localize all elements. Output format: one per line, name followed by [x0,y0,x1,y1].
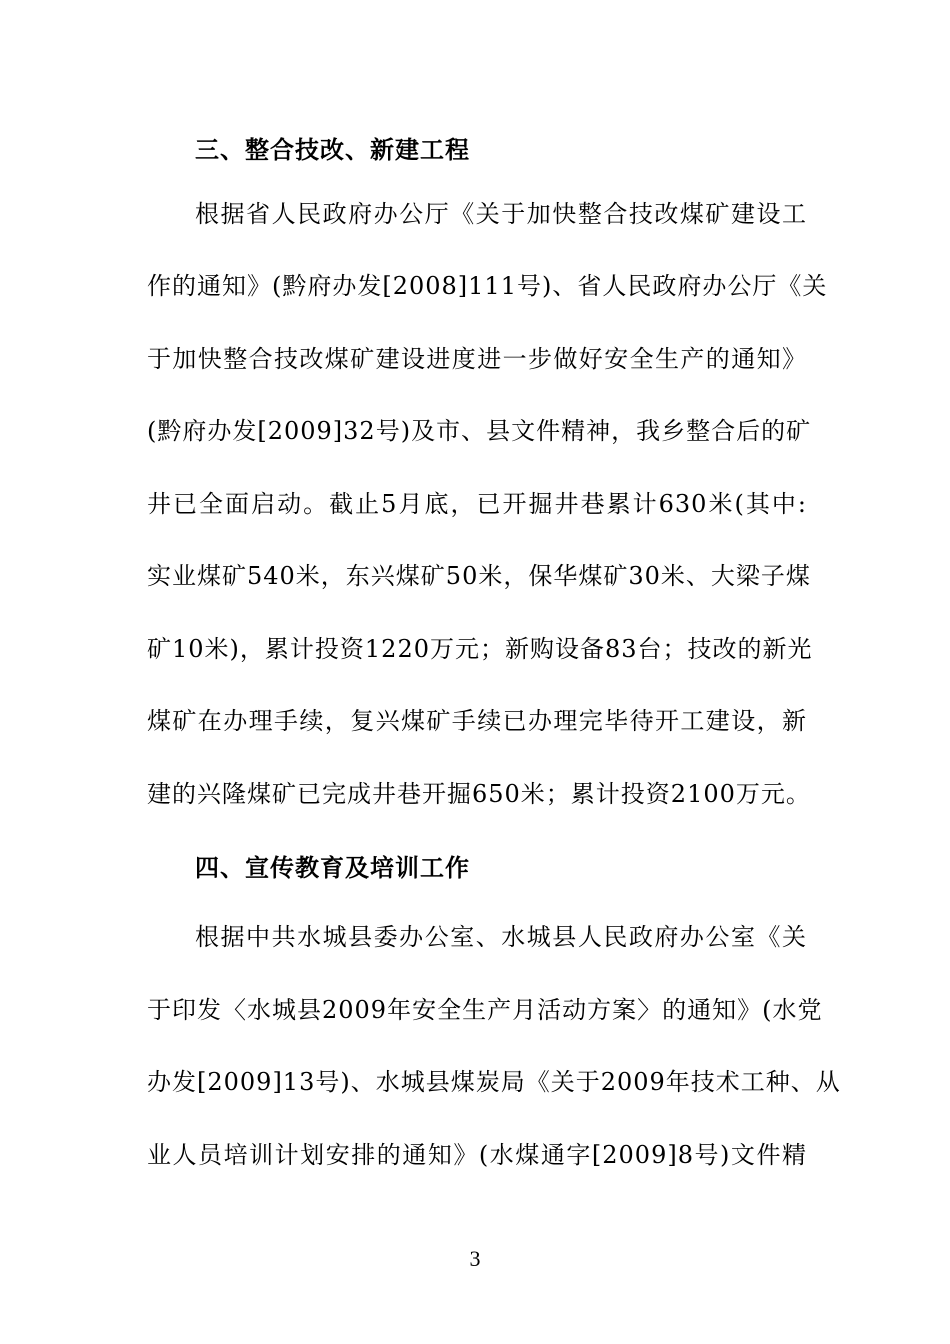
paragraph-line: 实业煤矿540米，东兴煤矿50米，保华煤矿30米、大梁子煤 [147,562,811,590]
section-heading-4: 四、宣传教育及培训工作 [195,854,470,882]
section-heading-3: 三、整合技改、新建工程 [195,136,470,164]
paragraph-line: 矿10米)，累计投资1220万元；新购设备83台；技改的新光 [147,635,813,663]
paragraph-line: 根据省人民政府办公厅《关于加快整合技改煤矿建设工 [195,200,807,228]
paragraph-line: 井已全面启动。截止5月底，已开掘井巷累计630米(其中: [147,490,807,518]
page-number: 3 [469,1246,481,1271]
paragraph-line: 建的兴隆煤矿已完成井巷开掘650米；累计投资2100万元。 [147,780,811,808]
paragraph-line: 业人员培训计划安排的通知》(水煤通字[2009]8号)文件精 [147,1141,807,1169]
paragraph-line: 办发[2009]13号)、水城县煤炭局《关于2009年技术工种、从 [147,1068,841,1096]
paragraph-line: 根据中共水城县委办公室、水城县人民政府办公室《关 [195,923,807,951]
paragraph-line: 作的通知》(黔府办发[2008]111号)、省人民政府办公厅《关 [147,272,828,300]
paragraph-line: 于印发〈水城县2009年安全生产月活动方案〉的通知》(水党 [147,996,823,1024]
paragraph-line: 煤矿在办理手续，复兴煤矿手续已办理完毕待开工建设，新 [147,707,807,735]
paragraph-line: 于加快整合技改煤矿建设进度进一步做好安全生产的通知》 [147,345,807,373]
paragraph-line: (黔府办发[2009]32号)及市、县文件精神，我乡整合后的矿 [147,417,812,445]
